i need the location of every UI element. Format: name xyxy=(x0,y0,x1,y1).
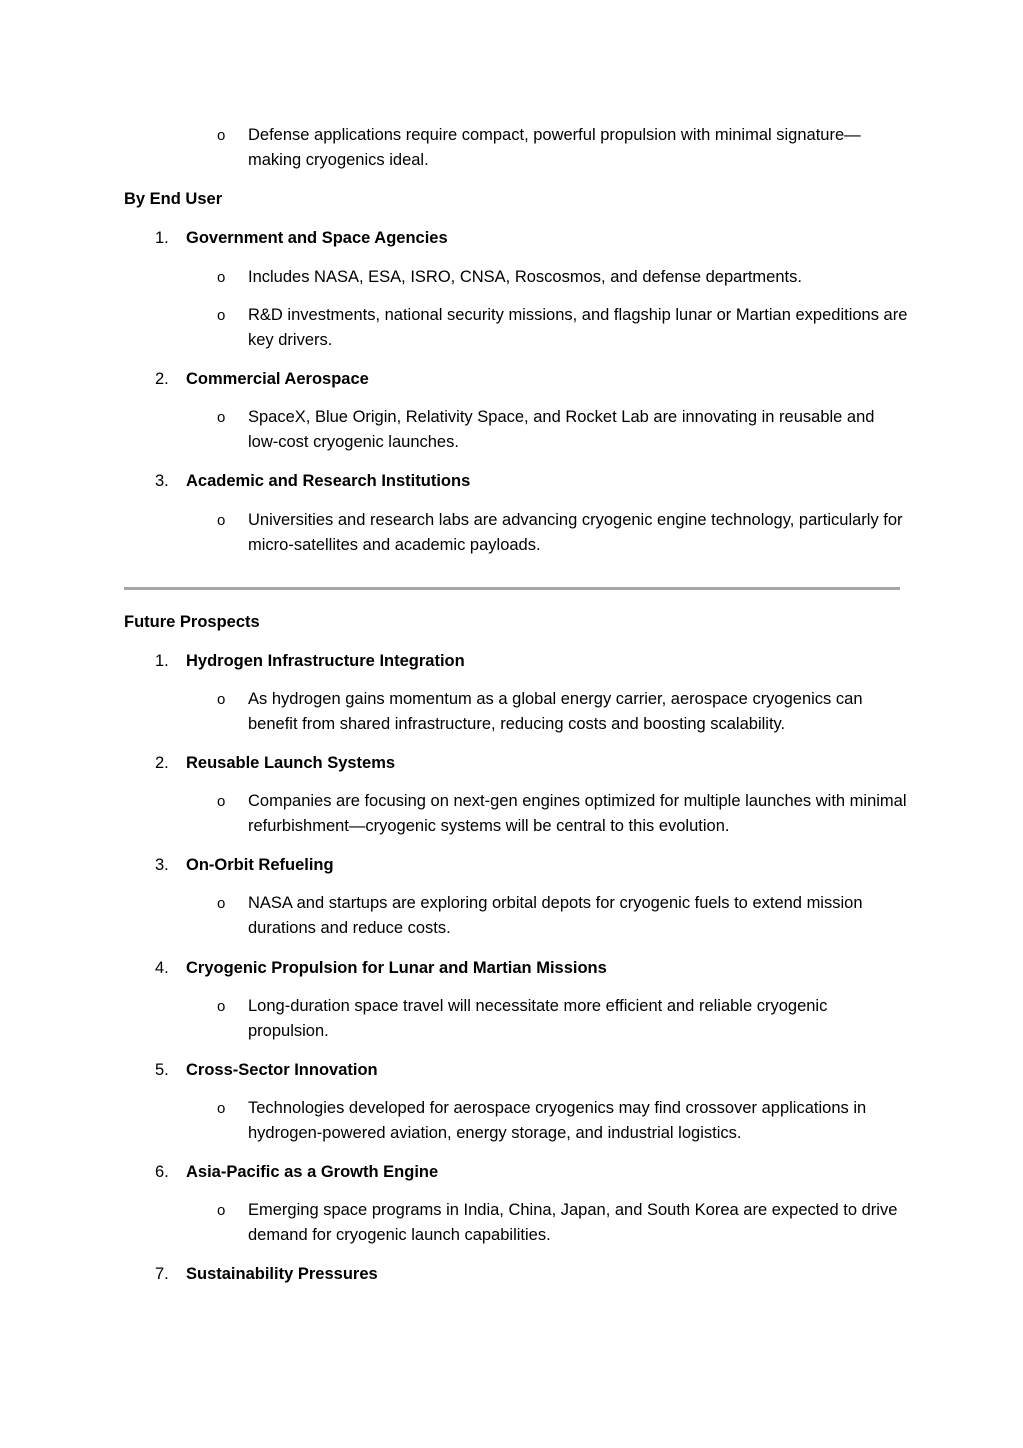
item-title: On-Orbit Refueling xyxy=(186,856,334,874)
future-item-5 xyxy=(155,1058,378,1083)
bullet-agencies-2 xyxy=(217,303,908,353)
bullet-text: Long-duration space travel will necessitate more efficient and reliable cryogenic propulsion. xyxy=(248,997,828,1040)
item-title: Cryogenic Propulsion for Lunar and Martian Missions xyxy=(186,959,607,977)
bullet-text: NASA and startups are exploring orbital depots for cryogenic fuels to extend mission durations and reduce costs. xyxy=(248,894,863,937)
item-number: 4. xyxy=(155,959,169,977)
bullet-marker: o xyxy=(217,895,226,912)
bullet-marker: o xyxy=(217,409,226,426)
bullet-text: Universities and research labs are advancing cryogenic engine technology, particularly for micro-satellites and academic payloads. xyxy=(248,511,903,554)
bullet-marker: o xyxy=(217,691,226,708)
item-number: 2. xyxy=(155,754,169,772)
item-number: 1. xyxy=(155,652,169,670)
bullet-marker: o xyxy=(217,793,226,810)
bullet-marker: o xyxy=(217,1202,226,1219)
item-title: Asia-Pacific as a Growth Engine xyxy=(186,1163,439,1181)
bullet-text: Companies are focusing on next-gen engines optimized for multiple launches with minimal refurbishment—cryogenic systems will be central to this evolution. xyxy=(248,792,907,835)
bullet-cross-sector-1 xyxy=(217,1096,908,1146)
item-number: 1. xyxy=(155,229,169,247)
item-number: 3. xyxy=(155,472,169,490)
horizontal-divider xyxy=(124,587,900,590)
item-title: Cross-Sector Innovation xyxy=(186,1061,378,1079)
item-title: Government and Space Agencies xyxy=(186,229,448,247)
item-number: 5. xyxy=(155,1061,169,1079)
bullet-text: R&D investments, national security missions, and flagship lunar or Martian expeditions are key drivers. xyxy=(248,306,908,349)
future-item-7 xyxy=(155,1262,378,1287)
bullet-text: As hydrogen gains momentum as a global energy carrier, aerospace cryogenics can benefit from shared infrastructure, reducing costs and boosting scalability. xyxy=(248,690,863,733)
bullet-marker: o xyxy=(217,998,226,1015)
section-heading-future: Future Prospects xyxy=(124,613,260,631)
bullet-marker: o xyxy=(217,269,226,286)
bullet-academic-1 xyxy=(217,508,908,558)
item-title: Academic and Research Institutions xyxy=(186,472,471,490)
bullet-marker: o xyxy=(217,307,226,324)
item-number: 6. xyxy=(155,1163,169,1181)
bullet-defense xyxy=(217,123,908,173)
item-title: Hydrogen Infrastructure Integration xyxy=(186,652,465,670)
end-user-item-2 xyxy=(155,367,369,392)
item-title: Sustainability Pressures xyxy=(186,1265,378,1283)
bullet-agencies-1 xyxy=(217,265,908,290)
bullet-refueling-1 xyxy=(217,891,908,941)
bullet-text: Defense applications require compact, powerful propulsion with minimal signature—making cryogenics ideal. xyxy=(248,126,861,169)
bullet-text: Technologies developed for aerospace cryogenics may find crossover applications in hydrogen-powered aviation, energy storage, and industrial logistics. xyxy=(248,1099,867,1142)
section-heading-end-user: By End User xyxy=(124,190,223,208)
bullet-marker: o xyxy=(217,127,226,144)
bullet-text: Emerging space programs in India, China, Japan, and South Korea are expected to drive demand for cryogenic launch capabilities. xyxy=(248,1201,898,1244)
end-user-item-1 xyxy=(155,226,448,251)
future-item-3 xyxy=(155,853,334,878)
future-item-6 xyxy=(155,1160,439,1185)
bullet-text: Includes NASA, ESA, ISRO, CNSA, Roscosmos, and defense departments. xyxy=(248,268,802,286)
bullet-marker: o xyxy=(217,1100,226,1117)
item-number: 3. xyxy=(155,856,169,874)
bullet-marker: o xyxy=(217,512,226,529)
future-item-1 xyxy=(155,649,465,674)
bullet-asia-pacific-1 xyxy=(217,1198,908,1248)
item-title: Commercial Aerospace xyxy=(186,370,369,388)
bullet-commercial-1 xyxy=(217,405,908,455)
end-user-item-3 xyxy=(155,469,471,494)
item-number: 2. xyxy=(155,370,169,388)
item-title: Reusable Launch Systems xyxy=(186,754,396,772)
bullet-text: SpaceX, Blue Origin, Relativity Space, and Rocket Lab are innovating in reusable and low-cost cryogenic launches. xyxy=(248,408,875,451)
bullet-hydrogen-1 xyxy=(217,687,908,737)
item-number: 7. xyxy=(155,1265,169,1283)
future-item-4 xyxy=(155,956,607,981)
bullet-lunar-1 xyxy=(217,994,908,1044)
future-item-2 xyxy=(155,751,396,776)
bullet-reusable-1 xyxy=(217,789,908,839)
